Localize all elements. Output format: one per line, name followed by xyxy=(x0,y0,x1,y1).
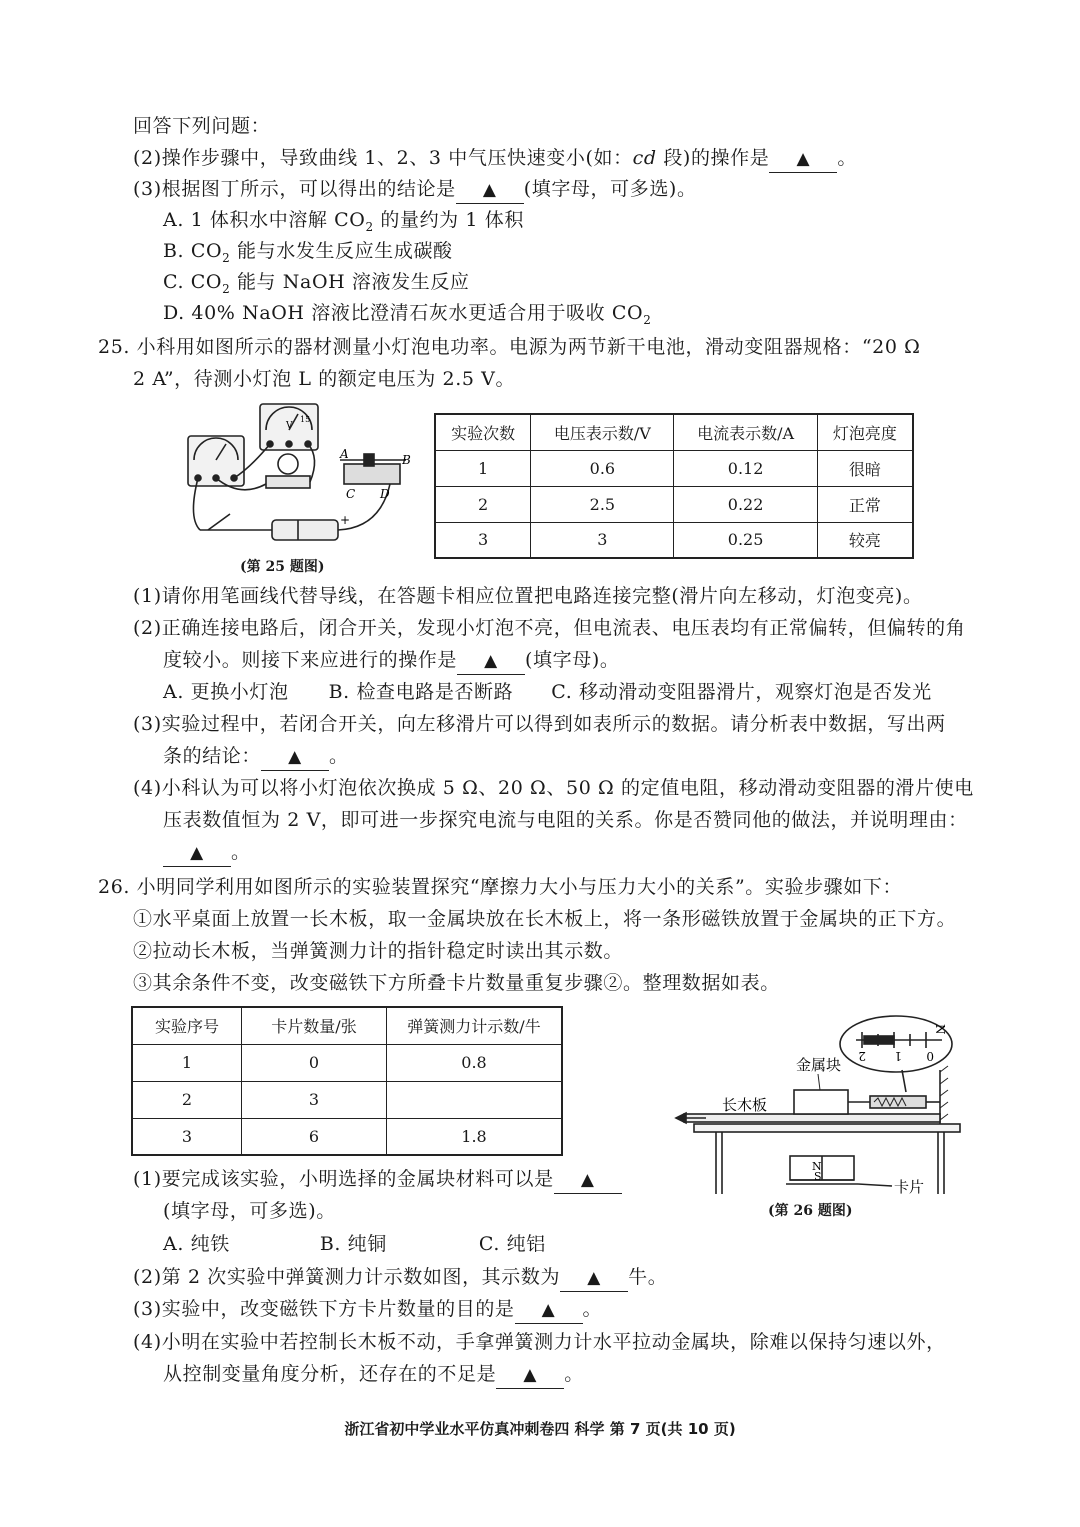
q24-option-c: C. $CO_2$ 能与 NaOH 溶液发生反应 xyxy=(163,271,470,296)
q25-part2-options: A. 更换小灯泡 B. 检查电路是否断路 C. 移动滑动变阻器滑片，观察灯泡是否发光 xyxy=(163,681,932,703)
q26-step1: ①水平桌面上放置一长木板，取一金属块放在长木板上，将一条形磁铁放置于金属块的正下方。 xyxy=(133,908,957,930)
q24-part3: (3)根据图丁所示，可以得出的结论是 ▲ (填字母，可多选)。 xyxy=(133,176,697,204)
svg-text:15: 15 xyxy=(300,415,311,424)
q25-part3-line1: (3)实验过程中，若闭合开关，向左移滑片可以得到如表所示的数据。请分析表中数据，写出两 xyxy=(133,713,946,735)
q26-part1-options: A. 纯铁 B. 纯铜 C. 纯铝 xyxy=(163,1233,546,1255)
q25-circuit-figure xyxy=(180,398,420,576)
q25-part3-line2: 条的结论： ▲ 。 xyxy=(163,743,349,771)
answer-blank[interactable]: ▲ xyxy=(261,743,329,771)
q25-part2-line2: 度较小。则接下来应进行的操作是 ▲ (填字母)。 xyxy=(163,647,619,675)
table-header: 电流表示数/A xyxy=(674,414,817,450)
q24-option-a: A. 1 体积水中溶解 $CO_2$ 的量约为 1 体积 xyxy=(163,209,524,234)
answer-blank[interactable]: ▲ xyxy=(769,145,837,173)
battery-icon xyxy=(272,520,338,540)
table-row: 3 6 1.8 xyxy=(132,1118,562,1155)
q26-part1-line1: (1)要完成该实验，小明选择的金属块材料可以是 ▲ xyxy=(133,1166,622,1194)
q26-part1-line2: (填字母，可多选)。 xyxy=(163,1200,336,1222)
svg-text:N: N xyxy=(812,1160,822,1173)
answer-blank[interactable]: ▲ xyxy=(496,1361,564,1389)
q24-part2: (2)操作步骤中，导致曲线 1、2、3 中气压快速变小(如：cd 段)的操作是 ▲ 。 xyxy=(133,145,857,173)
q26-step3: ③其余条件不变，改变磁铁下方所叠卡片数量重复步骤②。整理数据如表。 xyxy=(133,972,780,994)
table-row: 3 3 0.25 较亮 xyxy=(435,522,913,558)
answer-blank[interactable]: ▲ xyxy=(456,176,524,204)
table-row: 1 0.6 0.12 很暗 xyxy=(435,450,913,486)
q25-part4-line2: 压表数值恒为 2 V，即可进一步探究电流与电阻的关系。你是否赞同他的做法，并说明理由： xyxy=(163,809,968,831)
q24-option-b: B. $CO_2$ 能与水发生反应生成碳酸 xyxy=(163,240,453,265)
answer-blank[interactable]: ▲ xyxy=(560,1264,628,1292)
rheostat-icon xyxy=(344,464,400,484)
q25-figure-caption: (第 25 题图) xyxy=(240,559,325,575)
q25-part1: (1)请你用笔画线代替导线，在答题卡相应位置把电路连接完整(滑片向左移动，灯泡变亮)。 xyxy=(133,585,923,607)
q26-part4-line2: 从控制变量角度分析，还存在的不足是 ▲ 。 xyxy=(163,1361,584,1389)
answer-blank[interactable]: ▲ xyxy=(457,647,525,675)
svg-text:C: C xyxy=(346,487,356,501)
q24-option-d: D. 40% NaOH 溶液比澄清石灰水更适合用于吸收 $CO_2$ xyxy=(163,302,652,327)
svg-text:卡片: 卡片 xyxy=(894,1178,925,1196)
svg-text:长木板: 长木板 xyxy=(722,1096,768,1114)
q25-part4-line1: (4)小科认为可以将小灯泡依次换成 5 Ω、20 Ω、50 Ω 的定值电阻，移动滑动变阻器的滑片使电 xyxy=(133,777,974,799)
q26-part4-line1: (4)小明在实验中若控制长木板不动，手拿弹簧测力计水平拉动金属块，除难以保持匀速以外， xyxy=(133,1331,946,1353)
q25-data-table xyxy=(434,413,914,559)
table-header: 弹簧测力计示数/牛 xyxy=(387,1007,563,1044)
table-header: 实验序号 xyxy=(132,1007,242,1044)
svg-text:B: B xyxy=(402,453,411,467)
table-header: 实验次数 xyxy=(435,414,531,450)
table-header: 灯泡亮度 xyxy=(817,414,913,450)
svg-text:V: V xyxy=(286,421,293,431)
svg-text:N: N xyxy=(933,1024,947,1035)
lamp-icon xyxy=(278,454,298,474)
q26-step2: ②拉动长木板，当弹簧测力计的指针稳定时读出其示数。 xyxy=(133,940,624,962)
svg-text:1: 1 xyxy=(894,1049,902,1063)
table-header: 卡片数量/张 xyxy=(242,1007,387,1044)
svg-text:+: + xyxy=(340,513,351,527)
q25-stem-line2: 2 A”，待测小灯泡 L 的额定电压为 2.5 V。 xyxy=(133,368,516,390)
q26-apparatus-figure xyxy=(666,1010,966,1210)
q25-part4-line3: ▲ 。 xyxy=(163,839,251,867)
table-row: 2 2.5 0.22 正常 xyxy=(435,486,913,522)
q25-part2-line1: (2)正确连接电路后，闭合开关，发现小灯泡不亮，但电流表、电压表均有正常偏转，但偏转的角 xyxy=(133,617,966,639)
svg-text:D: D xyxy=(380,487,390,501)
svg-text:0: 0 xyxy=(926,1049,934,1063)
q25-stem-line1: 25. 小科用如图所示的器材测量小灯泡电功率。电源为两节新干电池，滑动变阻器规格：“20 Ω xyxy=(98,336,921,358)
table-row: 1 0 0.8 xyxy=(132,1044,562,1081)
answer-blank[interactable]: ▲ xyxy=(554,1166,622,1194)
q26-data-table xyxy=(131,1006,563,1156)
page-footer: 浙江省初中学业水平仿真冲刺卷四 科学 第 7 页(共 10 页) xyxy=(344,1420,736,1438)
intro-text: 回答下列问题： xyxy=(133,115,271,137)
q26-part2: (2)第 2 次实验中弹簧测力计示数如图，其示数为 ▲ 牛。 xyxy=(133,1264,667,1292)
q26-part3: (3)实验中，改变磁铁下方卡片数量的目的是 ▲ 。 xyxy=(133,1296,602,1324)
answer-blank[interactable]: ▲ xyxy=(515,1296,583,1324)
q26-stem: 26. 小明同学利用如图所示的实验装置探究“摩擦力大小与压力大小的关系”。实验步骤如下： xyxy=(98,876,903,898)
q26-figure-caption: (第 26 题图) xyxy=(768,1203,853,1219)
svg-text:A: A xyxy=(340,447,349,461)
svg-text:金属块: 金属块 xyxy=(796,1056,842,1074)
answer-blank[interactable]: ▲ xyxy=(163,839,231,867)
metal-block-icon xyxy=(794,1090,848,1114)
table-row: 2 3 xyxy=(132,1081,562,1118)
svg-text:S: S xyxy=(814,1170,822,1183)
svg-text:2: 2 xyxy=(858,1049,866,1063)
table-header: 电压表示数/V xyxy=(531,414,674,450)
